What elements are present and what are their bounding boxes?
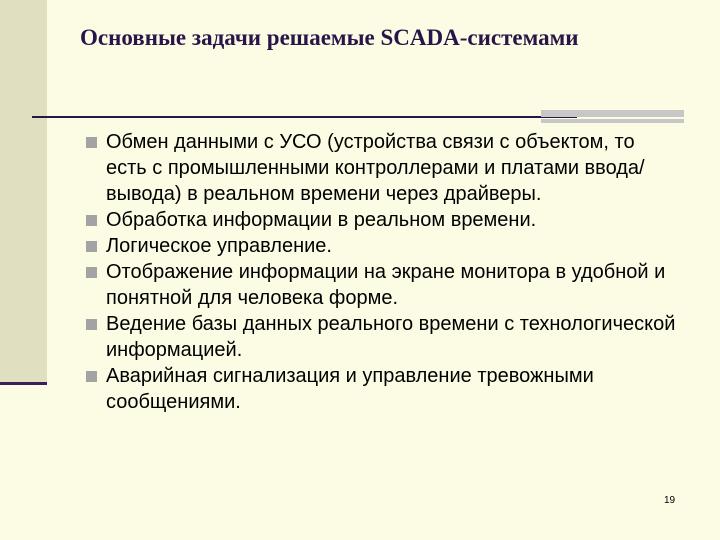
list-item [86, 129, 676, 207]
bullet-text: Обмен данными с УСО (устройства связи с объектом, то есть с промышленными контроллерами и платами ввода/вывода) в реальном времени через драйверы. [106, 131, 645, 205]
list-item [86, 207, 676, 233]
title-accent-bar-lower [541, 119, 684, 123]
bullet-text: Аварийная сигнализация и управление тревожными сообщениями. [106, 365, 594, 413]
bullet-text: Ведение базы данных реального времени с технологической информацией. [106, 313, 676, 361]
bullet-text: Обработка информации в реальном времени. [106, 209, 537, 231]
list-item [86, 259, 676, 311]
square-bullet-icon [86, 215, 97, 226]
page-number: 19 [664, 495, 676, 506]
left-band-accent-line [0, 382, 47, 385]
square-bullet-icon [86, 241, 97, 252]
slide-title: Основные задачи решаемые SCADA-системами [80, 25, 579, 50]
bullet-text: Логическое управление. [106, 235, 332, 257]
title-divider [32, 116, 577, 118]
list-item [86, 233, 676, 259]
bullet-list [86, 129, 676, 415]
square-bullet-icon [86, 319, 97, 330]
square-bullet-icon [86, 371, 97, 382]
list-item [86, 363, 676, 415]
square-bullet-icon [86, 137, 97, 148]
left-side-band [0, 0, 47, 383]
bullet-text: Отображение информации на экране монитора в удобной и понятной для человека форме. [106, 261, 666, 309]
title-accent-bar [541, 110, 684, 117]
square-bullet-icon [86, 267, 97, 278]
list-item [86, 311, 676, 363]
